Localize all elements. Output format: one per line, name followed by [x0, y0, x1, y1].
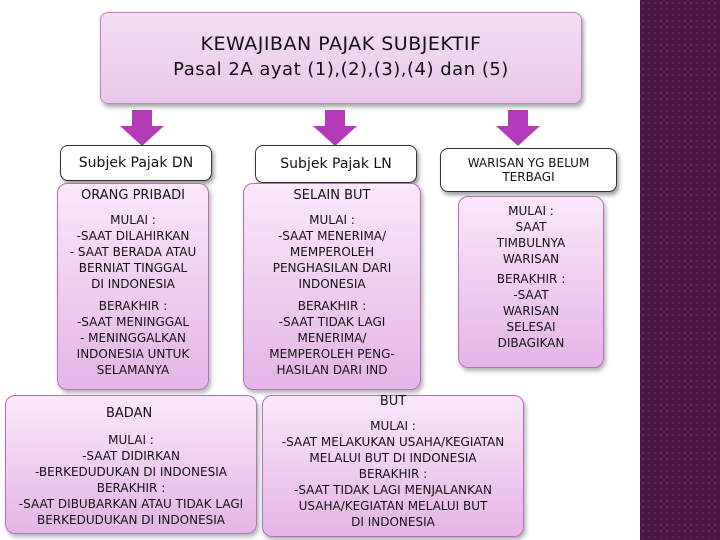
- orang-pribadi-berakhir-text: -SAAT MENINGGAL - MENINGGALKAN INDONESIA UNTUK SELAMANYA: [76, 315, 190, 377]
- badan-berakhir-label: BERAKHIR :: [96, 481, 166, 495]
- down-arrow-icon: [313, 110, 357, 146]
- title-line-2: Pasal 2A ayat (1),(2),(3),(4) dan (5): [173, 59, 509, 80]
- card-selain-but: [243, 183, 421, 390]
- card-badan: [5, 395, 257, 534]
- but-berakhir-text: -SAAT TIDAK LAGI MENJALANKAN USAHA/KEGIATAN MELALUI BUT DI INDONESIA: [294, 483, 492, 529]
- but-mulai-label: MULAI :: [370, 419, 416, 433]
- header-warisan: [440, 148, 617, 192]
- header-subjek-pajak-ln: [255, 145, 417, 183]
- down-arrow-icon: [496, 110, 540, 146]
- decorative-sidebar: [640, 0, 720, 540]
- header-dn-label: Subjek Pajak DN: [78, 155, 194, 171]
- orang-pribadi-mulai-label: MULAI :: [110, 213, 156, 227]
- orang-pribadi-berakhir-label: BERAKHIR :: [98, 299, 168, 313]
- card-orang-pribadi: [57, 183, 209, 390]
- header-warisan-label: WARISAN YG BELUM TERBAGI: [467, 156, 590, 184]
- card-warisan: [458, 196, 604, 368]
- warisan-mulai-text: SAAT TIMBULNYA WARISAN: [496, 220, 566, 266]
- title-box: [100, 12, 582, 104]
- down-arrow-icon: [120, 110, 164, 146]
- header-ln-label: Subjek Pajak LN: [280, 156, 392, 172]
- badan-mulai-text: -SAAT DIDIRKAN -BERKEDUDUKAN DI INDONESIA: [35, 449, 227, 479]
- card-but: [262, 395, 524, 537]
- but-mulai-text: -SAAT MELAKUKAN USAHA/KEGIATAN MELALUI BUT DI INDONESIA: [281, 435, 505, 465]
- badan-mulai-label: MULAI :: [108, 433, 154, 447]
- title-line-1: KEWAJIBAN PAJAK SUBJEKTIF: [200, 33, 482, 55]
- header-subjek-pajak-dn: [60, 145, 212, 181]
- warisan-mulai-label: MULAI :: [508, 204, 554, 218]
- warisan-berakhir-label: BERAKHIR :: [496, 272, 566, 286]
- but-label: BUT: [379, 394, 407, 409]
- selain-but-mulai-text: -SAAT MENERIMA/ MEMPEROLEH PENGHASILAN DARI INDONESIA: [272, 229, 392, 291]
- selain-but-label: SELAIN BUT: [293, 188, 371, 203]
- warisan-berakhir-text: -SAAT WARISAN SELESAI DIBAGIKAN: [497, 288, 565, 350]
- selain-but-mulai-label: MULAI :: [309, 213, 355, 227]
- selain-but-berakhir-text: -SAAT TIDAK LAGI MENERIMA/ MEMPEROLEH PENG- HASILAN DARI IND: [269, 315, 395, 377]
- orang-pribadi-mulai-text: -SAAT DILAHIRKAN - SAAT BERADA ATAU BERNIAT TINGGAL DI INDONESIA: [69, 229, 197, 291]
- selain-but-berakhir-label: BERAKHIR :: [297, 299, 367, 313]
- orang-pribadi-label: ORANG PRIBADI: [81, 188, 185, 203]
- badan-berakhir-text: -SAAT DIBUBARKAN ATAU TIDAK LAGI BERKEDUDUKAN DI INDONESIA: [18, 497, 244, 527]
- badan-label: BADAN: [106, 406, 153, 421]
- but-berakhir-label: BERAKHIR :: [358, 467, 428, 481]
